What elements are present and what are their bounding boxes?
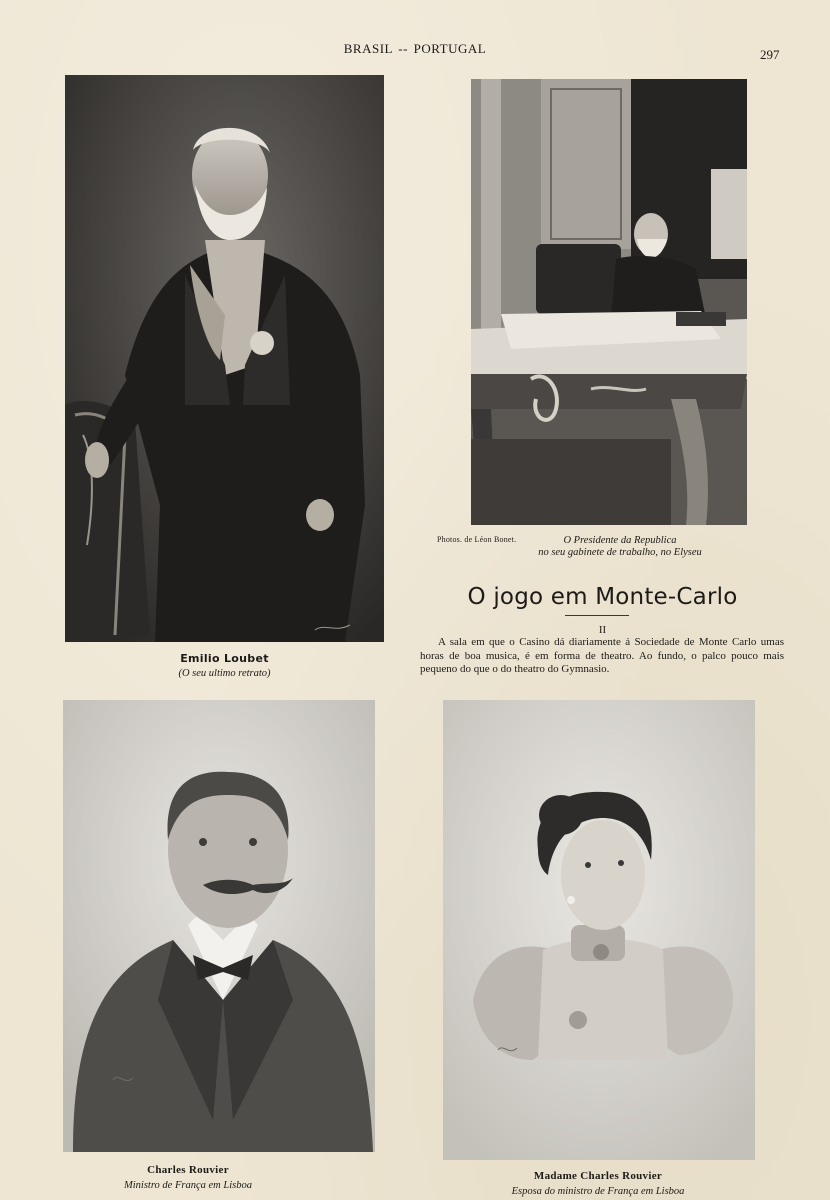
rouvier-name: Charles Rouvier	[147, 1164, 229, 1176]
photo-rouvier-portrait	[63, 700, 375, 1152]
loubet-illustration	[65, 75, 384, 642]
running-head: BRASIL -- PORTUGAL	[343, 41, 487, 56]
elysee-caption	[520, 535, 720, 559]
photo-madame-rouvier-portrait	[443, 700, 755, 1160]
madame-rouvier-illustration	[443, 700, 755, 1160]
loubet-name: Emilio Loubet	[180, 652, 269, 665]
article-body: A sala em que o Casino dá diariamente á Sociedade de Monte Carlo umas horas de boa musica, é em forma de theatro. Ao fundo, o palco pouco mais pequeno do que o do theatro do Gymnasio.	[420, 636, 784, 675]
madame-rouvier-subtitle: Esposa do ministro de França em Lisboa	[511, 1186, 685, 1197]
photo-credit: Photos. de Léon Bonet.	[437, 535, 517, 544]
title-rule	[565, 615, 629, 616]
article-section-numeral: II	[598, 624, 607, 636]
elysee-caption-line1: O Presidente da Republica	[563, 535, 677, 546]
photo-loubet-portrait	[65, 75, 384, 642]
photo-president-office	[471, 79, 747, 525]
rouvier-illustration	[63, 700, 375, 1152]
loubet-subtitle: (O seu ultimo retrato)	[178, 668, 271, 679]
elysee-office-illustration	[471, 79, 747, 525]
elysee-caption-line2: no seu gabinete de trabalho, no Elyseu	[538, 547, 702, 558]
page-number: 297	[760, 47, 780, 62]
madame-rouvier-name: Madame Charles Rouvier	[533, 1170, 663, 1182]
rouvier-subtitle: Ministro de França em Lisboa	[124, 1180, 252, 1191]
article-title: O jogo em Monte-Carlo	[467, 584, 738, 610]
